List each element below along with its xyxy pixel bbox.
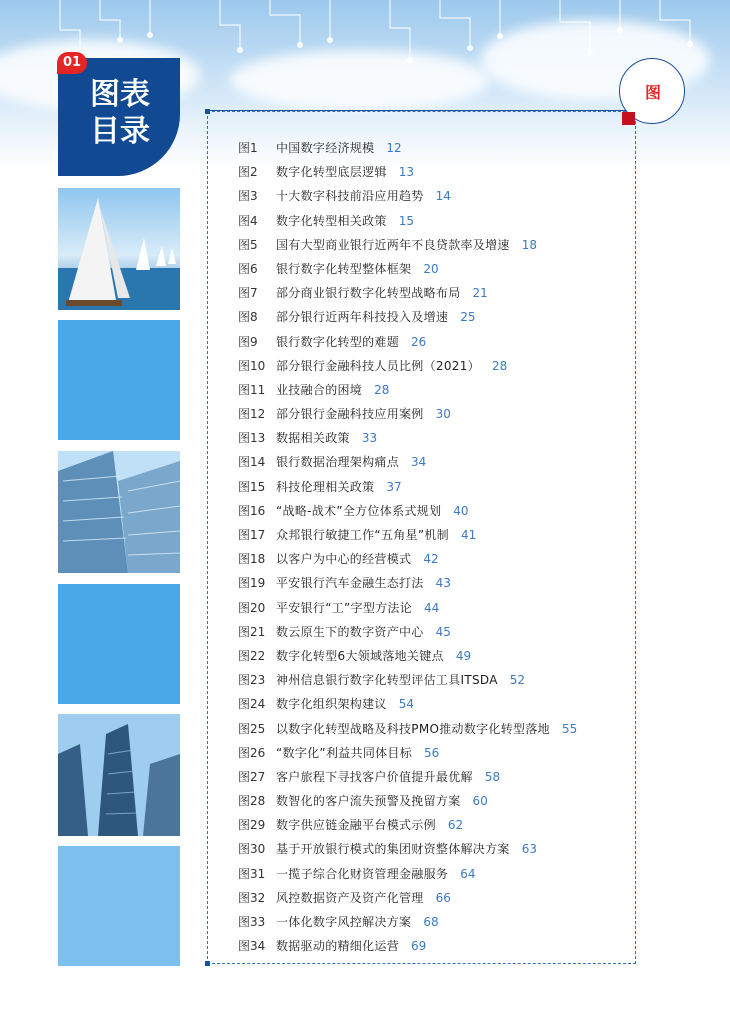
toc-entry-label: 图26 xyxy=(238,745,266,760)
toc-entry-title: 一体化数字风控解决方案 xyxy=(276,915,412,929)
skyscraper-photo xyxy=(58,451,180,573)
toc-entry-page: 66 xyxy=(435,890,451,905)
toc-entry[interactable] xyxy=(238,934,633,958)
toc-entry-page: 21 xyxy=(472,286,488,301)
toc-entry[interactable] xyxy=(238,813,633,837)
toc-entry-title: 银行数字化转型的难题 xyxy=(276,334,400,349)
toc-entry-page: 30 xyxy=(435,407,451,422)
toc-entry[interactable] xyxy=(238,257,633,281)
toc-entry-label: 图19 xyxy=(238,576,266,591)
toc-entry-page: 58 xyxy=(484,769,501,784)
section-number-badge: 01 xyxy=(57,52,87,74)
sailboat-photo xyxy=(58,188,180,310)
toc-entry-label: 图3 xyxy=(238,189,258,204)
decorative-block xyxy=(58,846,180,966)
toc-entry[interactable] xyxy=(238,862,633,886)
toc-entry-label: 图17 xyxy=(238,528,266,542)
toc-entry-label: 图32 xyxy=(238,890,266,905)
toc-entry[interactable] xyxy=(238,209,633,233)
toc-entry-title: 平安银行汽车金融生态打法 xyxy=(276,576,424,591)
toc-entry-page: 60 xyxy=(472,794,488,809)
toc-entry-page: 56 xyxy=(424,745,440,760)
toc-entry[interactable] xyxy=(238,765,633,789)
toc-entry-page: 52 xyxy=(509,673,526,688)
toc-entry[interactable] xyxy=(238,620,633,644)
toc-entry-title: 以数字化转型战略及科技PMO推动数字化转型落地 xyxy=(276,721,550,736)
toc-entry-label: 图31 xyxy=(238,866,266,881)
toc-entry-page: 12 xyxy=(386,141,402,155)
toc-entry[interactable] xyxy=(238,596,633,620)
toc-entry-title: 平安银行“工”字型方法论 xyxy=(276,600,413,615)
toc-entry-title: 部分商业银行数字化转型战略布局 xyxy=(276,286,461,301)
toc-entry-title: 客户旅程下寻找客户价值提升最优解 xyxy=(276,769,473,784)
toc-entry[interactable] xyxy=(238,305,633,329)
toc-entry-title: 众邦银行敏捷工作“五角星”机制 xyxy=(276,528,449,542)
toc-entry[interactable] xyxy=(238,692,633,716)
toc-entry-label: 图33 xyxy=(238,915,266,929)
toc-entry[interactable] xyxy=(238,837,633,861)
toc-entry-label: 图29 xyxy=(238,818,266,833)
toc-entry-page: 69 xyxy=(411,939,427,954)
toc-entry[interactable] xyxy=(238,184,633,208)
toc-entry[interactable] xyxy=(238,330,633,354)
toc-entry-page: 33 xyxy=(361,431,378,446)
toc-entry-title: “数字化”利益共同体目标 xyxy=(276,745,413,760)
toc-entry-label: 图30 xyxy=(238,842,266,857)
toc-entry[interactable] xyxy=(238,450,633,474)
toc-entry[interactable] xyxy=(238,499,633,523)
toc-entry-label: 图9 xyxy=(238,334,258,349)
toc-entry-page: 37 xyxy=(386,479,402,494)
toc-entry-page: 20 xyxy=(423,261,439,276)
toc-entry[interactable] xyxy=(238,475,633,499)
toc-entry[interactable] xyxy=(238,717,633,741)
toc-entry-page: 64 xyxy=(460,866,476,881)
toc-entry[interactable] xyxy=(238,668,633,692)
toc-entry[interactable] xyxy=(238,741,633,765)
toc-entry-page: 28 xyxy=(491,358,508,373)
toc-entry-page: 40 xyxy=(453,503,469,518)
toc-entry-page: 26 xyxy=(411,334,427,349)
toc-entry[interactable] xyxy=(238,886,633,910)
toc-entry-title: 十大数字科技前沿应用趋势 xyxy=(276,189,424,204)
toc-entry-title: 业技融合的困境 xyxy=(276,382,363,397)
section-title-line-1: 图表 xyxy=(90,77,150,112)
toc-entry-title: 中国数字经济规模 xyxy=(276,141,375,155)
toc-entry-title: 科技伦理相关政策 xyxy=(276,479,375,494)
toc-entry-page: 45 xyxy=(435,624,451,639)
toc-entry-page: 44 xyxy=(424,600,440,615)
toc-entry-label: 图14 xyxy=(238,455,266,470)
toc-entry-label: 图24 xyxy=(238,697,266,712)
toc-entry-title: 数字化转型相关政策 xyxy=(276,213,387,228)
toc-entry-label: 图22 xyxy=(238,648,266,663)
tower-photo xyxy=(58,714,180,836)
toc-entry-page: 15 xyxy=(398,213,414,228)
toc-entry-page: 14 xyxy=(435,189,451,204)
toc-entry-label: 图13 xyxy=(238,431,266,446)
toc-entry-label: 图6 xyxy=(238,261,258,276)
toc-entry-title: 数字供应链金融平台模式示例 xyxy=(276,818,436,833)
toc-entry-label: 图8 xyxy=(238,310,258,325)
toc-entry[interactable] xyxy=(238,644,633,668)
decorative-block xyxy=(58,320,180,440)
toc-entry-title: 基于开放银行模式的集团财资整体解决方案 xyxy=(276,842,510,857)
toc-entry-title: 数据相关政策 xyxy=(276,431,350,446)
toc-entry-page: 25 xyxy=(460,310,476,325)
figure-list xyxy=(238,136,633,958)
toc-entry-label: 图16 xyxy=(238,503,266,518)
toc-entry-title: 银行数字化转型整体框架 xyxy=(276,261,412,276)
toc-entry[interactable] xyxy=(238,547,633,571)
toc-entry-title: 银行数据治理架构痛点 xyxy=(276,455,400,470)
frame-top-line xyxy=(207,110,639,111)
toc-entry-page: 42 xyxy=(423,552,439,567)
toc-entry-label: 图7 xyxy=(238,286,258,301)
toc-entry-label: 图28 xyxy=(238,794,266,809)
toc-entry-label: 图18 xyxy=(238,552,266,567)
toc-entry-label: 图2 xyxy=(238,165,258,180)
toc-entry-title: 以客户为中心的经营模式 xyxy=(276,552,412,567)
toc-entry-page: 18 xyxy=(521,237,537,252)
toc-entry-page: 41 xyxy=(460,528,477,542)
toc-entry-label: 图10 xyxy=(238,358,266,373)
toc-entry-label: 图4 xyxy=(238,213,258,228)
toc-entry-title: 数字化转型底层逻辑 xyxy=(276,165,387,180)
toc-entry-label: 图1 xyxy=(238,141,258,155)
toc-entry-title: 数字化转型6大领域落地关键点 xyxy=(276,648,444,663)
toc-entry[interactable] xyxy=(238,281,633,305)
toc-entry[interactable] xyxy=(238,354,633,378)
toc-entry[interactable] xyxy=(238,571,633,595)
toc-entry-title: 数据驱动的精细化运营 xyxy=(276,939,400,954)
toc-entry-label: 图21 xyxy=(238,624,266,639)
toc-entry[interactable] xyxy=(238,378,633,402)
toc-entry[interactable] xyxy=(238,136,633,160)
toc-entry-title: 部分银行近两年科技投入及增速 xyxy=(276,310,449,325)
toc-entry-label: 图23 xyxy=(238,673,266,688)
toc-entry-label: 图15 xyxy=(238,479,266,494)
toc-entry-page: 13 xyxy=(398,165,414,180)
toc-entry[interactable] xyxy=(238,789,633,813)
toc-entry-page: 55 xyxy=(561,721,578,736)
toc-entry-page: 28 xyxy=(374,382,390,397)
toc-entry-page: 34 xyxy=(411,455,427,470)
toc-entry-page: 68 xyxy=(423,915,439,929)
toc-entry[interactable] xyxy=(238,402,633,426)
toc-entry-title: 数字化组织架构建议 xyxy=(276,697,387,712)
toc-entry-title: 数云原生下的数字资产中心 xyxy=(276,624,424,639)
toc-entry-page: 43 xyxy=(435,576,451,591)
toc-entry-label: 图11 xyxy=(238,382,266,397)
toc-entry-page: 49 xyxy=(455,648,472,663)
corner-red-square xyxy=(622,112,635,125)
toc-entry-label: 图20 xyxy=(238,600,266,615)
toc-entry[interactable] xyxy=(238,233,633,257)
decorative-block xyxy=(58,584,180,704)
toc-entry-title: 一揽子综合化财资管理金融服务 xyxy=(276,866,449,881)
toc-entry-title: 国有大型商业银行近两年不良贷款率及增速 xyxy=(276,237,510,252)
toc-entry-label: 图5 xyxy=(238,237,258,252)
toc-entry-page: 62 xyxy=(447,818,464,833)
frame-corner xyxy=(205,109,210,114)
toc-entry-label: 图34 xyxy=(238,939,266,954)
toc-entry-page: 54 xyxy=(398,697,414,712)
toc-entry[interactable] xyxy=(238,910,633,934)
toc-entry-label: 图27 xyxy=(238,769,266,784)
frame-corner xyxy=(205,961,210,966)
toc-entry-title: 数智化的客户流失预警及挽留方案 xyxy=(276,794,461,809)
toc-entry-title: 神州信息银行数字化转型评估工具ITSDA xyxy=(276,673,498,688)
section-title-line-2: 目录 xyxy=(90,114,150,149)
toc-entry-label: 图25 xyxy=(238,721,266,736)
toc-entry-label: 图12 xyxy=(238,407,266,422)
toc-entry-title: “战略-战术”全方位体系式规划 xyxy=(276,503,442,518)
toc-entry-title: 风控数据资产及资产化管理 xyxy=(276,890,424,905)
toc-entry-title: 部分银行金融科技人员比例（2021） xyxy=(276,358,480,373)
toc-entry[interactable] xyxy=(238,160,633,184)
toc-entry[interactable] xyxy=(238,523,633,547)
toc-entry[interactable] xyxy=(238,426,633,450)
toc-entry-page: 63 xyxy=(521,842,537,857)
corner-tag-text: 图 xyxy=(645,83,662,102)
toc-entry-title: 部分银行金融科技应用案例 xyxy=(276,407,424,422)
